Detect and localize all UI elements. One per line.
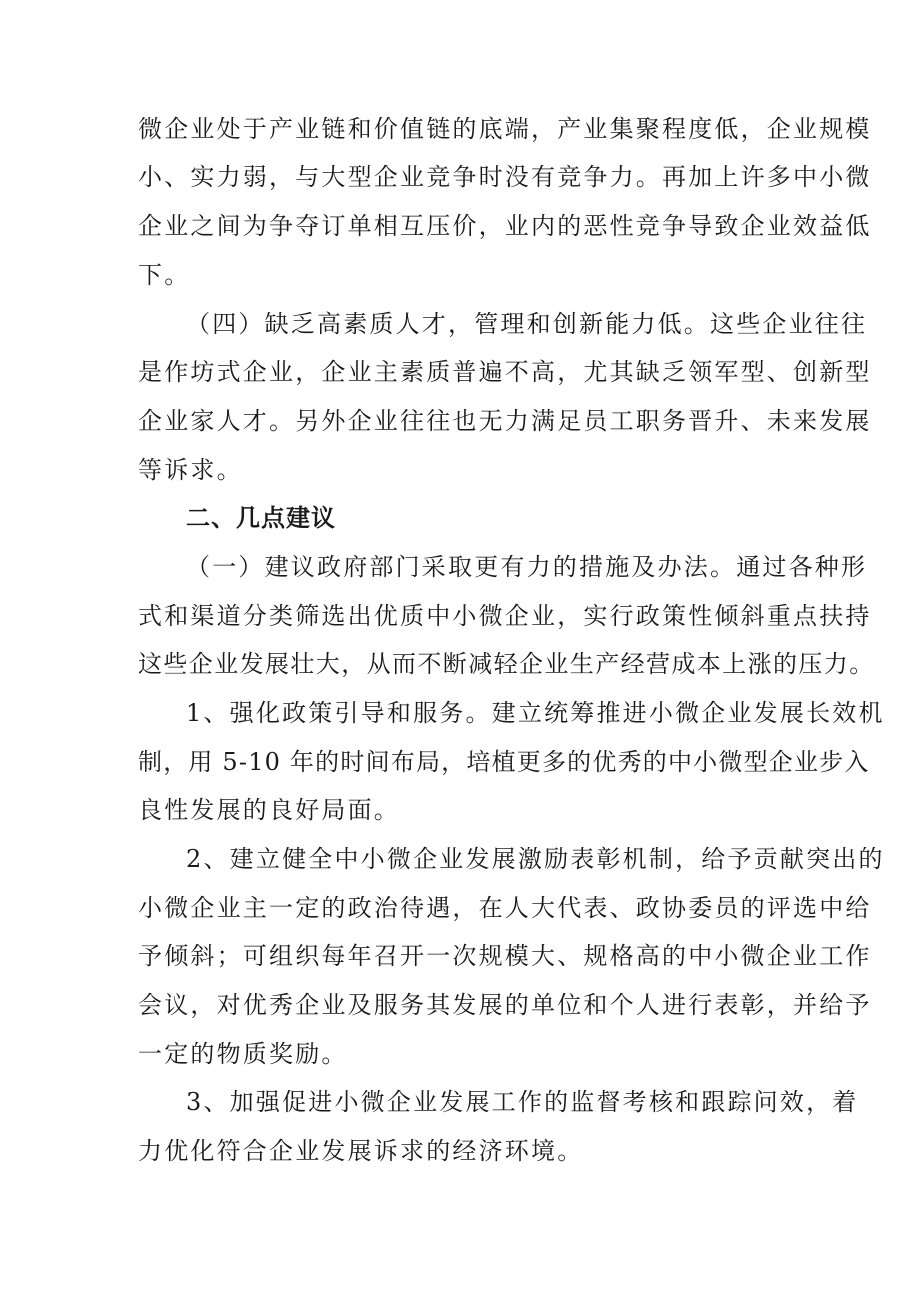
paragraph-line: 一定的物质奖励。	[138, 1040, 348, 1068]
paragraph-line: 力优化符合企业发展诉求的经济环境。	[138, 1137, 584, 1165]
paragraph-line: 微企业处于产业链和价值链的底端，产业集聚程度低，企业规模	[138, 115, 872, 143]
paragraph-line: 小、实力弱，与大型企业竞争时没有竞争力。再加上许多中小微	[138, 163, 872, 191]
paragraph-line: 等诉求。	[138, 456, 243, 484]
paragraph-line: 下。	[138, 261, 191, 289]
paragraph-line: 会议，对优秀企业及服务其发展的单位和个人进行表彰，并给予	[138, 991, 872, 1019]
paragraph-line: 2、建立健全中小微企业发展激励表彰机制，给予贡献突出的	[186, 845, 885, 873]
paragraph-line: 制，用 5-10 年的时间布局，培植更多的优秀的中小微型企业步入	[138, 748, 870, 776]
paragraph-line: 式和渠道分类筛选出优质中小微企业，实行政策性倾斜重点扶持	[138, 602, 872, 630]
paragraph-line: 良性发展的良好局面。	[138, 796, 400, 824]
paragraph-line: 企业家人才。另外企业往往也无力满足员工职务晋升、未来发展	[138, 407, 872, 435]
paragraph-line: 予倾斜；可组织每年召开一次规模大、规格高的中小微企业工作	[138, 942, 872, 970]
paragraph-line: 是作坊式企业，企业主素质普遍不高，尤其缺乏领军型、创新型	[138, 358, 872, 386]
paragraph-line: （一）建议政府部门采取更有力的措施及办法。通过各种形	[186, 553, 868, 581]
paragraph-line: 企业之间为争夺订单相互压价，业内的恶性竞争导致企业效益低	[138, 212, 872, 240]
section-heading: 二、几点建议	[186, 504, 336, 532]
paragraph-line: 小微企业主一定的政治待遇，在人大代表、政协委员的评选中给	[138, 894, 872, 922]
paragraph-line: 这些企业发展壮大，从而不断减轻企业生产经营成本上涨的压力。	[138, 650, 875, 678]
paragraph-line: （四）缺乏高素质人才，管理和创新能力低。这些企业往往	[186, 310, 868, 338]
paragraph-line: 1、强化政策引导和服务。建立统筹推进小微企业发展长效机	[186, 699, 885, 727]
paragraph-line: 3、加强促进小微企业发展工作的监督考核和跟踪问效，着	[186, 1088, 859, 1116]
